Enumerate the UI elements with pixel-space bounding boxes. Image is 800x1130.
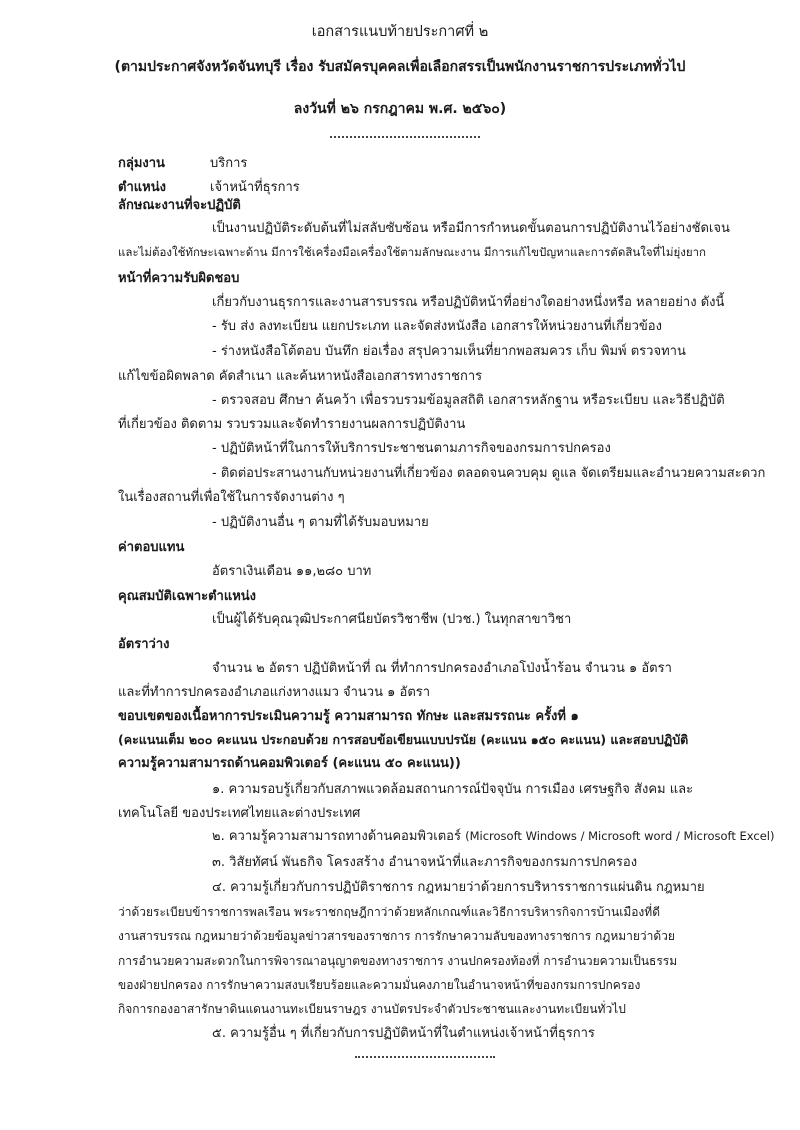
duty-item: - ปฏิบัติหน้าที่ในการให้บริการประชาชนตามภารกิจของกรมการปกครอง	[212, 441, 611, 456]
scope-item: ของฝ่ายปกครอง การรักษาความสงบเรียบร้อยและความมั่นคงภายในอำนาจหน้าที่ของกรมการปกครอง	[118, 978, 641, 992]
qual-value: เป็นผู้ได้รับคุณวุฒิประกาศนียบัตรวิชาชีพ (ปวช.) ในทุกสาขาวิชา	[212, 612, 572, 627]
scope-item: กิจการกองอาสารักษาดินแดนงานทะเบียนราษฎร งานบัตรประจำตัวประชาชนและงานทะเบียนทั่วไป	[118, 1002, 626, 1016]
doc-title: เอกสารแนบท้ายประกาศที่ ๒	[311, 24, 489, 40]
duty-item: - ติดต่อประสานงานกับหน่วยงานที่เกี่ยวข้อง ตลอดจนควบคุม ดูแล จัดเตรียมและอำนวยความสะดวก	[212, 466, 766, 481]
pay-heading: ค่าตอบแทน	[118, 540, 185, 555]
scope-item: งานสารบรรณ กฎหมายว่าด้วยข้อมูลข่าวสารของราชการ การรักษาความลับของทางราชการ กฎหมายว่าด้วย	[118, 929, 675, 943]
vacancy-line: จำนวน ๒ อัตรา ปฏิบัติหน้าที่ ณ ที่ทำการปกครองอำเภอโป่งน้ำร้อน จำนวน ๑ อัตรา	[212, 661, 672, 676]
doc-subtitle: (ตามประกาศจังหวัดจันทบุรี เรื่อง รับสมัครบุคคลเพื่อเลือกสรรเป็นพนักงานราชการประเภททั่วไป	[114, 59, 686, 75]
scope-item-text: ๒. ความรู้ความสามารถทางด้านคอมพิวเตอร์	[212, 829, 461, 844]
scope-item: การอำนวยความสะดวกในการพิจารณาอนุญาตของทางราชการ งานปกครองท้องที่ การอำนวยความเป็นธรรม	[118, 954, 678, 968]
duty-item: - ร่างหนังสือโต้ตอบ บันทึก ย่อเรื่อง สรุปความเห็นที่ยากพอสมควร เก็บ พิมพ์ ตรวจทาน	[212, 344, 686, 359]
nature-line: และไม่ต้องใช้ทักษะเฉพาะด้าน มีการใช้เครื่องมือเครื่องใช้ตามลักษณะงาน มีการแก้ไขปัญหาและการตัดสินใจที่ไม่ยุ่งยาก	[118, 245, 707, 259]
scope-item	[212, 830, 775, 843]
duty-item: - ตรวจสอบ ศึกษา ค้นคว้า เพื่อรวบรวมข้อมูลสถิติ เอกสารหลักฐาน หรือระเบียบ และวิธีปฏิบัติ	[212, 393, 725, 408]
duties-heading: หน้าที่ความรับผิดชอบ	[118, 271, 240, 286]
scope-item: ๓. วิสัยทัศน์ พันธกิจ โครงสร้าง อำนาจหน้าที่และภารกิจของกรมการปกครอง	[212, 855, 638, 870]
scope-item-apps: (Microsoft Windows / Microsoft word / Microsoft Excel)	[465, 829, 775, 843]
nature-line: เป็นงานปฏิบัติระดับต้นที่ไม่สลับซับซ้อน หรือมีการกำหนดขั้นตอนการปฏิบัติงานไว้อย่างชัดเจน	[212, 221, 730, 236]
scope-item: ๕. ความรู้อื่น ๆ ที่เกี่ยวกับการปฏิบัติหน้าที่ในตำแหน่งเจ้าหน้าที่ธุรการ	[212, 1026, 595, 1041]
scope-item: ๔. ความรู้เกี่ยวกับการปฏิบัติราชการ กฎหมายว่าด้วยการบริหารราชการแผ่นดิน กฎหมาย	[212, 880, 705, 895]
duty-item: ในเรื่องสถานที่เพื่อใช้ในการจัดงานต่าง ๆ	[118, 490, 345, 505]
duty-item: - รับ ส่ง ลงทะเบียน แยกประเภท และจัดส่งหนังสือ เอกสารให้หน่วยงานที่เกี่ยวข้อง	[212, 319, 662, 334]
position-label: ตำแหน่ง	[118, 180, 166, 195]
doc-date: ลงวันที่ ๒๖ กรกฎาคม พ.ศ. ๒๕๖๐)	[293, 101, 507, 117]
duty-item: แก้ไขข้อผิดพลาด คัดสำเนา และค้นหาหนังสือเอกสารทางราชการ	[118, 369, 483, 384]
scope-heading: (คะแนนเต็ม ๒๐๐ คะแนน ประกอบด้วย การสอบข้อเขียนแบบปรนัย (คะแนน ๑๕๐ คะแนน) และสอบปฏิบัติ	[118, 732, 689, 747]
scope-heading: ขอบเขตของเนื้อหาการประเมินความรู้ ความสามารถ ทักษะ และสมรรถนะ ครั้งที่ ๑	[118, 709, 579, 724]
duty-item: - ปฏิบัติงานอื่น ๆ ตามที่ได้รับมอบหมาย	[212, 515, 429, 530]
scope-item: ๑. ความรอบรู้เกี่ยวกับสภาพแวดล้อมสถานการณ์ปัจจุบัน การเมือง เศรษฐกิจ สังคม และ	[212, 782, 694, 797]
scope-heading: ความรู้ความสามารถด้านคอมพิวเตอร์ (คะแนน ๕๐ คะแนน))	[118, 756, 461, 771]
duty-item: ที่เกี่ยวข้อง ติดตาม รวบรวมและจัดทำรายงานผลการปฏิบัติงาน	[118, 417, 466, 432]
group-value: บริการ	[210, 156, 248, 171]
position-value: เจ้าหน้าที่ธุรการ	[210, 180, 300, 195]
nature-heading: ลักษณะงานที่จะปฏิบัติ	[118, 198, 241, 213]
vacancy-heading: อัตราว่าง	[118, 637, 170, 652]
duties-intro: เกี่ยวกับงานธุรการและงานสารบรรณ หรือปฏิบัติหน้าที่อย่างใดอย่างหนึ่งหรือ หลายอย่าง ดังนี้	[212, 295, 725, 310]
qual-heading: คุณสมบัติเฉพาะตำแหน่ง	[118, 589, 257, 604]
divider	[355, 1056, 495, 1058]
vacancy-line: และที่ทำการปกครองอำเภอแก่งหางแมว จำนวน ๑ อัตรา	[118, 685, 431, 700]
divider	[330, 136, 480, 138]
group-label: กลุ่มงาน	[118, 156, 165, 171]
scope-item: เทคโนโลยี ของประเทศไทยและต่างประเทศ	[118, 806, 361, 821]
pay-value: อัตราเงินเดือน ๑๑,๒๘๐ บาท	[212, 564, 372, 579]
scope-item: ว่าด้วยระเบียบข้าราชการพลเรือน พระราชกฤษฎีกาว่าด้วยหลักเกณฑ์และวิธีการบริหารกิจการบ้านเมืองที่ดี	[118, 905, 660, 919]
